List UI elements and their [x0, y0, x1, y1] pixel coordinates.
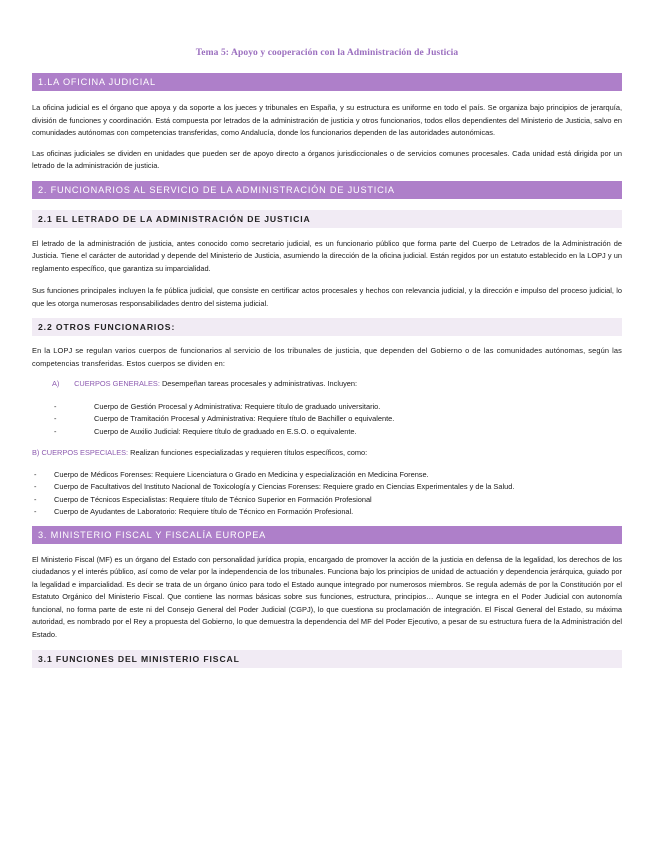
- section-heading-funcionarios: 2. FUNCIONARIOS AL SERVICIO DE LA ADMINISTRACIÓN DE JUSTICIA: [32, 181, 622, 199]
- list-item: - Cuerpo de Facultativos del Instituto Nacional de Toxicología y Ciencias Forenses: Requiere grado en Ciencias Experimentales y de la Salud.: [34, 482, 515, 491]
- group-a-list: [32, 401, 622, 439]
- paragraph: Sus funciones principales incluyen la fe pública judicial, que consiste en certificar actos procesales y hechos con relevancia judicial, y la dirección e impulso del proceso judicial, lo que les otorga numerosas responsabilidades dentro del sistema judicial.: [32, 286, 622, 308]
- section-heading-oficina-judicial: 1.LA OFICINA JUDICIAL: [32, 73, 622, 91]
- subsection-heading-letrado: 2.1 EL LETRADO DE LA ADMINISTRACIÓN DE JUSTICIA: [32, 210, 622, 228]
- group-b-description: Realizan funciones especializadas y requieren títulos específicos, como:: [128, 448, 368, 457]
- section-heading-ministerio-fiscal: 3. MINISTERIO FISCAL Y FISCALÍA EUROPEA: [32, 526, 622, 544]
- list-item: - Cuerpo de Médicos Forenses: Requiere Licenciatura o Grado en Medicina y especialización en Medicina Forense.: [34, 469, 429, 479]
- group-a-title: CUERPOS GENERALES:: [74, 379, 160, 388]
- group-b-title: B) CUERPOS ESPECIALES:: [32, 448, 129, 457]
- list-item: - Cuerpo de Ayudantes de Laboratorio: Requiere título de Técnico en Formación Profesional.: [34, 507, 354, 516]
- document-page: [32, 0, 622, 668]
- paragraph: Las oficinas judiciales se dividen en unidades que pueden ser de apoyo directo a órganos jurisdiccionales o de servicios comunes procesales. Cada unidad está dirigida por un letrado de la administración de justicia.: [32, 148, 622, 170]
- group-a-label: A): [52, 379, 60, 388]
- group-b-list: [32, 469, 622, 519]
- paragraph: En la LOPJ se regulan varios cuerpos de funcionarios al servicio de los tribunales de justicia, que dependen del Gobierno o de las comunidades autónomas, según las competencias transferidas. Estos cuerpos se dividen en:: [32, 346, 622, 368]
- list-item: - Cuerpo de Gestión Procesal y Administrativa: Requiere título de graduado universitario.: [54, 401, 381, 411]
- paragraph: La oficina judicial es el órgano que apoya y da soporte a los jueces y tribunales en España, y su estructura es uniforme en todo el país. Se organiza bajo principios de jerarquía, división de funciones y coordinación. Está compuesta por letrados de la administración de justicia y otros funcionarios, todos ellos dependientes del Ministerio de Justicia, salvo en comunidades autónomas con competencias transferidas, como Andalucía, donde los funcionarios dependen de las autoridades autonómicas.: [32, 103, 622, 137]
- list-item: - Cuerpo de Técnicos Especialistas: Requiere título de Técnico Superior en Formación Profesional: [34, 494, 372, 504]
- list-item: - Cuerpo de Tramitación Procesal y Administrativa: Requiere título de Bachiller o equivalente.: [54, 414, 395, 423]
- paragraph: El Ministerio Fiscal (MF) es un órgano del Estado con personalidad jurídica propia, encargado de promover la acción de la justicia en defensa de la legalidad, los derechos de los ciudadanos y el interés público, así como de velar por la independencia de los tribunales. Funciona bajo los principios de unidad de actuación y dependencia jerárquica, guiado por la legalidad e imparcialidad. Es decir se trata de un órgano único para todo el Estado aunque integrado por numerosos miembros. Se regula además de por la Constitución por el Estatuto Orgánico del Ministerio Fiscal. Que contiene las normas básicas sobre sus funciones, estructura, principios… Aunque se integra en el Poder Judicial con autonomía funcional, no forma parte de este ni del Consejo General del Poder Judicial (CGPJ), lo que cuestiona su proclamación de integración. El Fiscal General del Estado, su máxima autoridad, es nombrado por el Rey a propuesta del Gobierno, lo que demuestra la dependencia del MF del Poder Ejecutivo, a pesar de su estructura fuera de la Administración del Estado.: [32, 554, 622, 639]
- group-a-heading: [32, 378, 622, 391]
- group-a-description: Desempeñan tareas procesales y administrativas. Incluyen:: [159, 379, 358, 388]
- subsection-heading-otros-funcionarios: 2.2 OTROS FUNCIONARIOS:: [32, 318, 622, 336]
- subsection-heading-funciones-fiscal: 3.1 FUNCIONES DEL MINISTERIO FISCAL: [32, 650, 622, 668]
- group-b-heading: [32, 447, 622, 460]
- list-item: - Cuerpo de Auxilio Judicial: Requiere título de graduado en E.S.O. o equivalente.: [54, 426, 357, 436]
- document-title: Tema 5: Apoyo y cooperación con la Administración de Justicia: [195, 48, 459, 58]
- paragraph: El letrado de la administración de justicia, antes conocido como secretario judicial, es un funcionario público que forma parte del Cuerpo de Letrados de la Administración de Justicia. Tiene el carácter de autoridad y depende del Ministerio de Justicia, asumiendo la dirección de la oficina judicial. Están regidos por un estatuto establecido en la LOPJ y un reglamento específico, que garantiza su imparcialidad.: [32, 238, 622, 273]
